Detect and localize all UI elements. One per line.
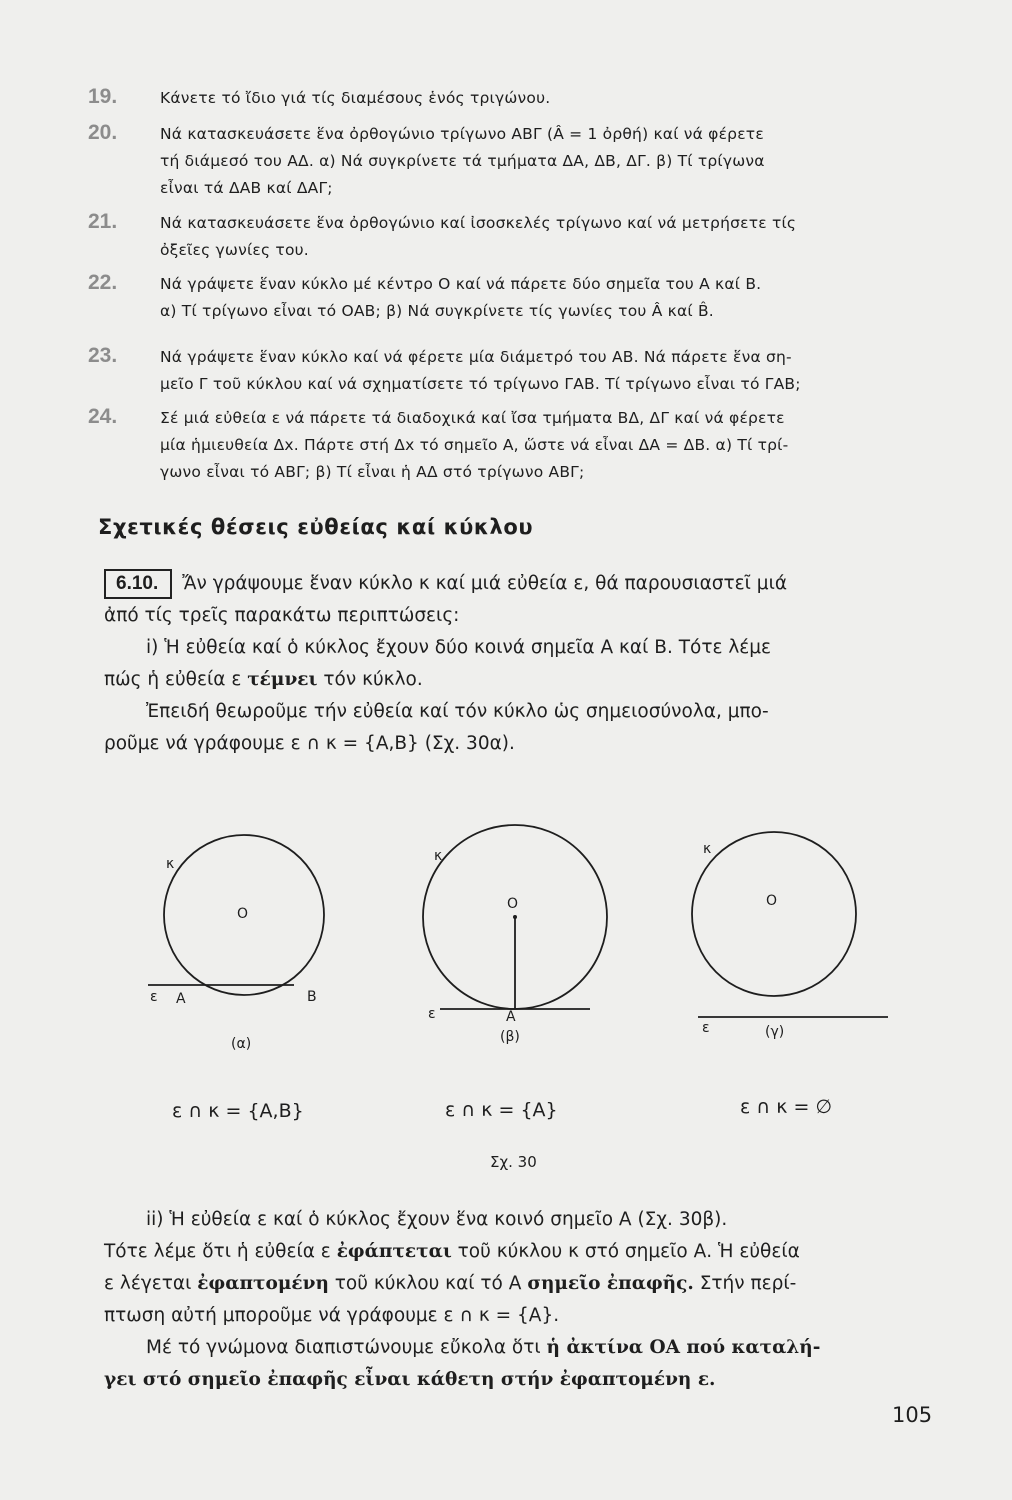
case-ii-line-1: ii) Ἡ εὐθεία ε καί ὁ κύκλος ἔχουν ἕνα κοινό σημεῖο Α (Σχ. 30β).	[146, 1209, 728, 1230]
case-i-line-1: i) Ἡ εὐθεία καί ὁ κύκλος ἔχουν δύο κοινά σημεῖα Α καί Β. Τότε λέμε	[146, 637, 772, 658]
final-line-1: Μέ τό γνώμονα διαπιστώνουμε εὔκολα ὅτι	[146, 1337, 541, 1358]
exercise-number: 24.	[88, 405, 118, 428]
exercise-number: 19.	[88, 85, 118, 108]
exercise-line: ὀξεῖες γωνίες του.	[160, 241, 309, 259]
exercise-number: 21.	[88, 210, 118, 233]
exercise-number: 22.	[88, 271, 118, 294]
label-figure-c: (γ)	[765, 1024, 785, 1040]
formula-c: ε ∩ κ = ∅	[740, 1096, 833, 1118]
section-heading: Σχετικές θέσεις εὐθείας καί κύκλου	[98, 515, 534, 539]
label-point-a-b: Α	[506, 1009, 516, 1025]
case-i-line-3: Ἐπειδή θεωροῦμε τήν εὐθεία καί τόν κύκλο ὡς σημειοσύνολα, μπο-	[146, 701, 769, 722]
label-epsilon-a: ε	[150, 989, 158, 1005]
label-figure-a: (α)	[231, 1036, 252, 1052]
formula-a: ε ∩ κ = {Α,Β}	[172, 1100, 304, 1122]
label-kappa-b: κ	[434, 848, 443, 864]
intro-line-1: Ἄν γράψουμε ἕναν κύκλο κ καί μιά εὐθεία ε, θά παρουσιαστεῖ μιά	[182, 573, 788, 594]
label-kappa-c: κ	[703, 841, 712, 857]
exercise-line: Νά κατασκευάσετε ἕνα ὀρθογώνιο καί ἰσοσκελές τρίγωνο καί νά μετρήσετε τίς	[160, 214, 797, 232]
case-ii-line-2-end: τοῦ κύκλου κ στό σημεῖο Α. Ἡ εὐθεία	[457, 1241, 800, 1262]
case-ii-line-4: πτωση αὐτή μποροῦμε νά γράφουμε ε ∩ κ = {Α}.	[104, 1305, 560, 1326]
case-ii-line-3-end: Στήν περί-	[699, 1273, 797, 1294]
exercise-line: Σέ μιά εὐθεία ε νά πάρετε τά διαδοχικά καί ἴσα τμήματα ΒΔ, ΔΓ καί νά φέρετε	[160, 409, 785, 427]
figure-caption: Σχ. 30	[490, 1153, 537, 1171]
exercise-number: 20.	[88, 121, 118, 144]
term-temnei: τέμνει	[247, 669, 318, 690]
case-i-line-2: πώς ἡ εὐθεία ε	[104, 669, 242, 690]
case-i-line-4: ροῦμε νά γράφουμε ε ∩ κ = {Α,Β} (Σχ. 30α).	[104, 733, 515, 754]
exercise-line: Κάνετε τό ἴδιο γιά τίς διαμέσους ἑνός τριγώνου.	[160, 89, 551, 107]
final-bold-2: γει στό σημεῖο ἐπαφῆς εἶναι κάθετη στήν ἐφαπτομένη ε.	[104, 1369, 716, 1390]
label-center-b: O	[507, 896, 519, 912]
circle-c	[692, 832, 856, 996]
exercise-line: εἶναι τά ΔΑΒ καί ΔΑΓ;	[160, 179, 333, 197]
section-body-bottom	[104, 1204, 928, 1396]
final-bold-1: ἡ ἀκτίνα ΟΑ πού καταλή-	[546, 1337, 821, 1358]
exercise-line: γωνο εἶναι τό ΑΒΓ; β) Τί εἶναι ἡ ΑΔ στό τρίγωνο ΑΒΓ;	[160, 463, 585, 481]
label-epsilon-b: ε	[428, 1006, 436, 1022]
term-efaptomeni: ἐφαπτομένη	[197, 1273, 329, 1294]
term-efaptetai: ἐφάπτεται	[336, 1241, 452, 1262]
label-point-a: Α	[176, 991, 186, 1007]
section-number-box: 6.10.	[104, 569, 172, 599]
center-dot-b	[513, 915, 517, 919]
exercise-line: α) Τί τρίγωνο εἶναι τό ΟΑΒ; β) Νά συγκρίνετε τίς γωνίες του Â καί B̂.	[160, 302, 714, 320]
term-simeio-epafis: σημεῖο ἐπαφῆς.	[527, 1273, 694, 1294]
case-ii-line-3-mid: τοῦ κύκλου καί τό Α	[334, 1273, 522, 1294]
case-ii-line-3: ε λέγεται	[104, 1273, 192, 1294]
exercise-line: μία ἡμιευθεία Δx. Πάρτε στή Δx τό σημεῖο Α, ὥστε νά εἶναι ΔΑ = ΔΒ. α) Τί τρί-	[160, 436, 789, 454]
page-number: 105	[892, 1403, 933, 1427]
case-i-line-2-end: τόν κύκλο.	[323, 669, 423, 690]
exercise-line: Νά γράψετε ἕναν κύκλο καί νά φέρετε μία διάμετρό του ΑΒ. Νά πάρετε ἕνα ση-	[160, 348, 792, 366]
label-figure-b: (β)	[500, 1029, 520, 1045]
label-point-b: Β	[307, 989, 317, 1005]
exercise-line: τή διάμεσό του ΑΔ. α) Νά συγκρίνετε τά τμήματα ΔΑ, ΔΒ, ΔΓ. β) Τί τρίγωνα	[160, 152, 765, 170]
label-kappa-a: κ	[166, 856, 175, 872]
exercise-number: 23.	[88, 344, 118, 367]
exercise-line: Νά κατασκευάσετε ἕνα ὀρθογώνιο τρίγωνο ΑΒΓ (Â = 1 ὀρθή) καί νά φέρετε	[160, 125, 764, 143]
label-epsilon-c: ε	[702, 1020, 710, 1036]
formula-b: ε ∩ κ = {Α}	[445, 1099, 558, 1121]
intro-line-2: ἀπό τίς τρεῖς παρακάτω περιπτώσεις:	[104, 605, 460, 626]
label-center-a: O	[237, 906, 249, 922]
label-center-c: O	[766, 893, 778, 909]
exercise-line: μεῖο Γ τοῦ κύκλου καί νά σχηματίσετε τό τρίγωνο ΓΑΒ. Τί τρίγωνο εἶναι τό ΓΑΒ;	[160, 375, 801, 393]
exercise-line: Νά γράψετε ἕναν κύκλο μέ κέντρο Ο καί νά πάρετε δύο σημεῖα του Α καί Β.	[160, 275, 762, 293]
case-ii-line-2: Τότε λέμε ὅτι ἡ εὐθεία ε	[104, 1241, 331, 1262]
